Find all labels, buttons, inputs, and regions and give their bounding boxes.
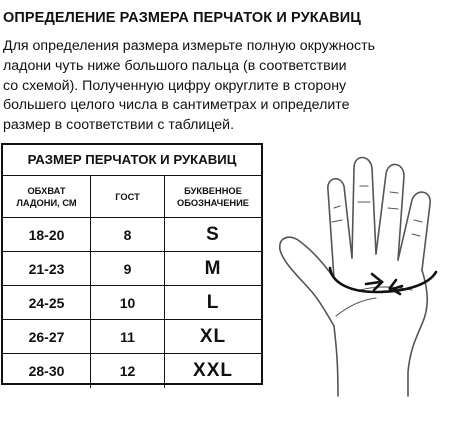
table-row — [3, 320, 261, 354]
table-row — [3, 286, 261, 320]
table-row — [3, 354, 261, 388]
palm-girth-cell: 26-27 — [3, 320, 91, 353]
gost-cell: 11 — [91, 320, 165, 353]
gost-cell: 12 — [91, 354, 165, 388]
palm-girth-cell: 28-30 — [3, 354, 91, 388]
letter-size-cell: XXL — [193, 360, 233, 381]
gost-cell: 10 — [91, 286, 165, 319]
instructions-line: со схемой). Полученную цифру округлите в сторону — [3, 77, 347, 94]
size-table-header-row — [3, 176, 261, 218]
instructions-line: Для определения размера измерьте полную окружность — [3, 38, 376, 54]
letter-size-cell: M — [204, 257, 222, 279]
header-letter-size: БУКВЕННОЕ ОБОЗНАЧЕНИЕ — [176, 185, 250, 208]
hand-measurement-icon — [272, 140, 448, 400]
instructions-line: размер в соответствии с таблицей. — [3, 117, 235, 134]
letter-size-cell: L — [206, 291, 220, 313]
palm-girth-cell: 21-23 — [3, 252, 91, 285]
page-title: ОПРЕДЕЛЕНИЕ РАЗМЕРА ПЕРЧАТОК И РУКАВИЦ — [3, 10, 361, 26]
instructions-line: большего целого числа в сантиметрах и определите — [3, 97, 350, 114]
table-row — [3, 252, 261, 286]
hand-outline — [280, 158, 430, 397]
instructions-line: ладони чуть ниже большого пальца (в соответствии — [3, 57, 347, 74]
palm-girth-cell: 18-20 — [3, 218, 91, 251]
instructions-text — [3, 37, 443, 136]
gost-cell: 9 — [91, 252, 165, 285]
palm-girth-cell: 24-25 — [3, 286, 91, 319]
letter-size-cell: XL — [199, 325, 227, 347]
size-table — [1, 143, 263, 385]
gost-cell: 8 — [91, 218, 165, 251]
measurement-arrows — [330, 268, 436, 294]
size-table-title: РАЗМЕР ПЕРЧАТОК И РУКАВИЦ — [3, 145, 261, 176]
table-row — [3, 218, 261, 252]
header-palm-girth: ОБХВАТ ЛАДОНИ, СМ — [3, 176, 91, 217]
letter-size-cell: S — [206, 223, 220, 245]
header-gost: ГОСТ — [91, 176, 165, 217]
